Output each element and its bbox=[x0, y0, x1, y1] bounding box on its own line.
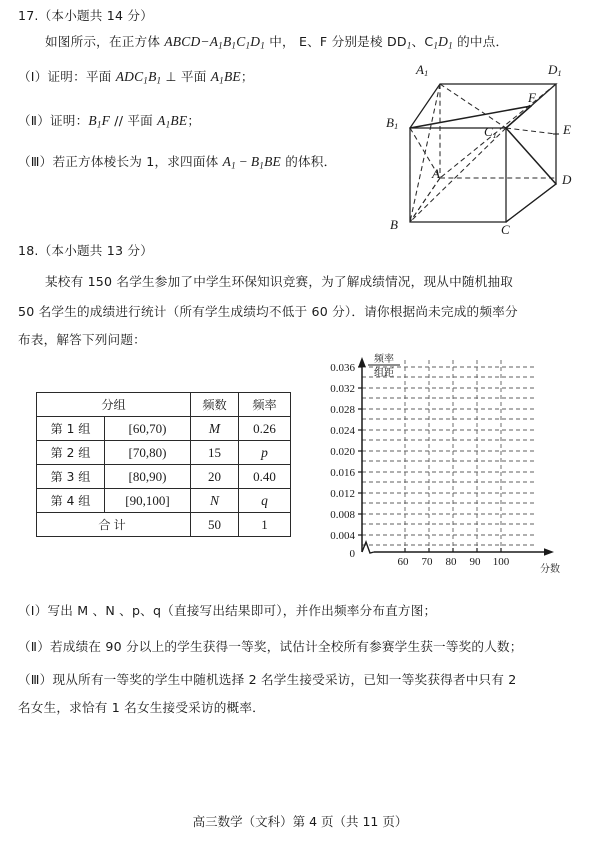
vertex-label-F: F bbox=[528, 90, 536, 105]
row3-count: 20 bbox=[191, 465, 239, 489]
p17-part3-base-a: B bbox=[250, 154, 260, 169]
problem-17-part-2: （Ⅱ）证明：$B_1F$ // 平面 $A_1BE$； bbox=[18, 113, 201, 130]
frequency-distribution-table bbox=[36, 392, 291, 537]
total-count: 50 bbox=[191, 513, 239, 537]
p17-part1-perp: ⊥ 平面 bbox=[161, 69, 211, 84]
line-C1-B bbox=[410, 128, 506, 222]
segment-B1-F bbox=[410, 106, 531, 128]
cube-edge-D-C bbox=[506, 184, 556, 222]
p17-part2-plane-c: A bbox=[157, 113, 166, 128]
y-tick-label-6: 0.028 bbox=[330, 404, 355, 416]
row3-group: 第 3 组 bbox=[37, 465, 105, 489]
table-total-row bbox=[37, 513, 291, 537]
p17-part2-end: ； bbox=[187, 113, 201, 128]
vertex-label-B: B bbox=[390, 217, 398, 232]
vertex-label-A1: A1 bbox=[416, 62, 429, 79]
vertex-label-C: C bbox=[501, 222, 510, 237]
table-row bbox=[37, 441, 291, 465]
segment-C1-D bbox=[506, 128, 556, 184]
p17-part3-apex: A bbox=[222, 154, 232, 169]
y-tick-label-8: 0.036 bbox=[330, 362, 355, 374]
p17-stem-tail: 、C bbox=[411, 34, 434, 49]
y-tick-label-4: 0.020 bbox=[330, 446, 355, 458]
problem-18-part-3-cont: 名女生，求恰有 1 名女生接受采访的概率． bbox=[18, 700, 265, 715]
line-C1-E bbox=[506, 128, 556, 134]
page-footer: 高三数学（文科）第 4 页（共 11 页） bbox=[192, 814, 408, 829]
row2-rate: p bbox=[239, 441, 291, 465]
p17-cube-name-4: D bbox=[250, 34, 261, 49]
axis-break-zigzag bbox=[362, 542, 374, 553]
p17-part2-parallel: // 平面 bbox=[110, 113, 158, 128]
problem-18-heading: 18.（本小题共 13 分） bbox=[18, 243, 154, 258]
y-tick-label-3: 0.016 bbox=[330, 467, 355, 479]
header-count: 频数 bbox=[191, 393, 239, 417]
p17-part1-plane-d: BE bbox=[223, 69, 241, 84]
row3-rate: 0.40 bbox=[239, 465, 291, 489]
y-tick-label-2: 0.012 bbox=[330, 488, 355, 500]
row1-rate: 0.26 bbox=[239, 417, 291, 441]
y-origin-label: 0 bbox=[349, 548, 355, 560]
total-rate: 1 bbox=[239, 513, 291, 537]
y-tick-label-0: 0.004 bbox=[330, 530, 355, 542]
x-tick-label-2: 80 bbox=[445, 556, 457, 568]
grid-horizontal bbox=[362, 367, 536, 545]
row3-range: [80,90) bbox=[105, 465, 191, 489]
vertex-label-D1: D1 bbox=[548, 62, 562, 79]
p17-part3-label: （Ⅲ）若正方体棱长为 1，求四面体 bbox=[18, 154, 223, 169]
row4-group: 第 4 组 bbox=[37, 489, 105, 513]
row1-group: 第 1 组 bbox=[37, 417, 105, 441]
x-axis-title: 分数 bbox=[540, 564, 560, 575]
header-group: 分组 bbox=[37, 393, 191, 417]
p17-part2-label: （Ⅱ）证明： bbox=[18, 113, 89, 128]
problem-17-part-1: （Ⅰ）证明：平面 $ADC_1B_1$ ⊥ 平面 $A_1BE$； bbox=[18, 69, 254, 86]
problem-18-line-1: 某校有 150 名学生参加了中学生环保知识竞赛，为了解成绩情况，现从中随机抽取 bbox=[45, 274, 514, 289]
row1-range: [60,70) bbox=[105, 417, 191, 441]
p17-stem-mid: 中， E、F 分别是棱 DD bbox=[264, 34, 407, 49]
total-label: 合计 bbox=[37, 513, 191, 537]
p17-part2-plane-d: BE bbox=[170, 113, 188, 128]
y-tick-label-1: 0.008 bbox=[330, 509, 355, 521]
x-tick-label-1: 70 bbox=[421, 556, 433, 568]
row4-rate: q bbox=[239, 489, 291, 513]
p17-cube-name-2: B bbox=[222, 34, 232, 49]
row2-group: 第 2 组 bbox=[37, 441, 105, 465]
p17-part1-plane-b: B bbox=[148, 69, 157, 84]
p17-part2-line-a: B bbox=[88, 113, 97, 128]
row4-count: N bbox=[191, 489, 239, 513]
problem-18-part-1: （Ⅰ）写出 M 、N 、p、q（直接写出结果即可），并作出频率分布直方图； bbox=[18, 603, 437, 618]
problem-18-part-3: （Ⅲ）现从所有一等奖的学生中随机选择 2 名学生接受采访，已知一等奖获得者中只有 2 bbox=[18, 672, 517, 687]
p17-part3-base-b: BE bbox=[264, 154, 281, 169]
problem-17-heading: 17.（本小题共 14 分） bbox=[18, 8, 154, 23]
vertex-label-E: E bbox=[563, 122, 571, 137]
p17-part3-dash: − bbox=[235, 154, 251, 169]
p17-cube-name-1: ABCD−A bbox=[164, 34, 219, 49]
x-tick-label-4: 100 bbox=[492, 556, 510, 568]
p17-cube-name-3: C bbox=[236, 34, 246, 49]
p17-stem-tail2: D bbox=[438, 34, 449, 49]
problem-18-line-2: 50 名学生的成绩进行统计（所有学生成绩均不低于 60 分）．请你根据尚未完成的频率分 bbox=[18, 304, 518, 319]
problem-17-statement: 如图所示，在正方体 $ABCD-A_1B_1C_1D_1$ 中， E、F 分别是棱 $DD_1$、$C_1D_1$ 的中点． bbox=[45, 34, 509, 51]
p17-part1-end: ； bbox=[240, 69, 254, 84]
y-axis-title-numerator: 频率 bbox=[374, 354, 394, 365]
y-axis bbox=[358, 357, 366, 552]
frequency-histogram-grid bbox=[318, 352, 598, 587]
row1-count: M bbox=[191, 417, 239, 441]
table-row bbox=[37, 489, 291, 513]
p17-part3-end: 的体积． bbox=[281, 154, 337, 169]
row2-count: 15 bbox=[191, 441, 239, 465]
p17-stem-prefix: 如图所示，在正方体 bbox=[45, 34, 165, 49]
p17-part1-label: （Ⅰ）证明：平面 bbox=[18, 69, 116, 84]
p17-part2-line-b: F bbox=[101, 113, 111, 128]
row2-range: [70,80) bbox=[105, 441, 191, 465]
table-header-row bbox=[37, 393, 291, 417]
x-tick-label-3: 90 bbox=[469, 556, 481, 568]
cube-diagram bbox=[388, 62, 588, 237]
p17-part1-plane-c: A bbox=[210, 69, 220, 84]
problem-18-line-3: 布表，解答下列问题： bbox=[18, 332, 146, 347]
x-axis bbox=[374, 548, 554, 556]
p17-part1-plane-a: ADC bbox=[115, 69, 144, 84]
table-row bbox=[37, 417, 291, 441]
y-tick-label-5: 0.024 bbox=[330, 425, 355, 437]
problem-18-part-2: （Ⅱ）若成绩在 90 分以上的学生获得一等奖，试估计全校所有参赛学生获一等奖的人数； bbox=[18, 639, 523, 654]
vertex-label-B1: B1 bbox=[386, 115, 399, 132]
p17-stem-end: 的中点． bbox=[452, 34, 509, 49]
vertex-label-A: A bbox=[432, 166, 440, 181]
vertex-label-D: D bbox=[562, 172, 572, 187]
header-rate: 频率 bbox=[239, 393, 291, 417]
x-tick-label-0: 60 bbox=[397, 556, 409, 568]
histogram-svg bbox=[318, 352, 598, 587]
row4-range: [90,100] bbox=[105, 489, 191, 513]
y-axis-title-denominator: 组距 bbox=[374, 368, 394, 379]
y-tick-label-7: 0.032 bbox=[330, 383, 355, 395]
problem-17-part-3: （Ⅲ）若正方体棱长为 1，求四面体 $A_1 - B_1BE$ 的体积． bbox=[18, 154, 337, 171]
vertex-label-C1: C1 bbox=[484, 124, 497, 141]
cube-svg bbox=[388, 62, 588, 237]
table-row bbox=[37, 465, 291, 489]
